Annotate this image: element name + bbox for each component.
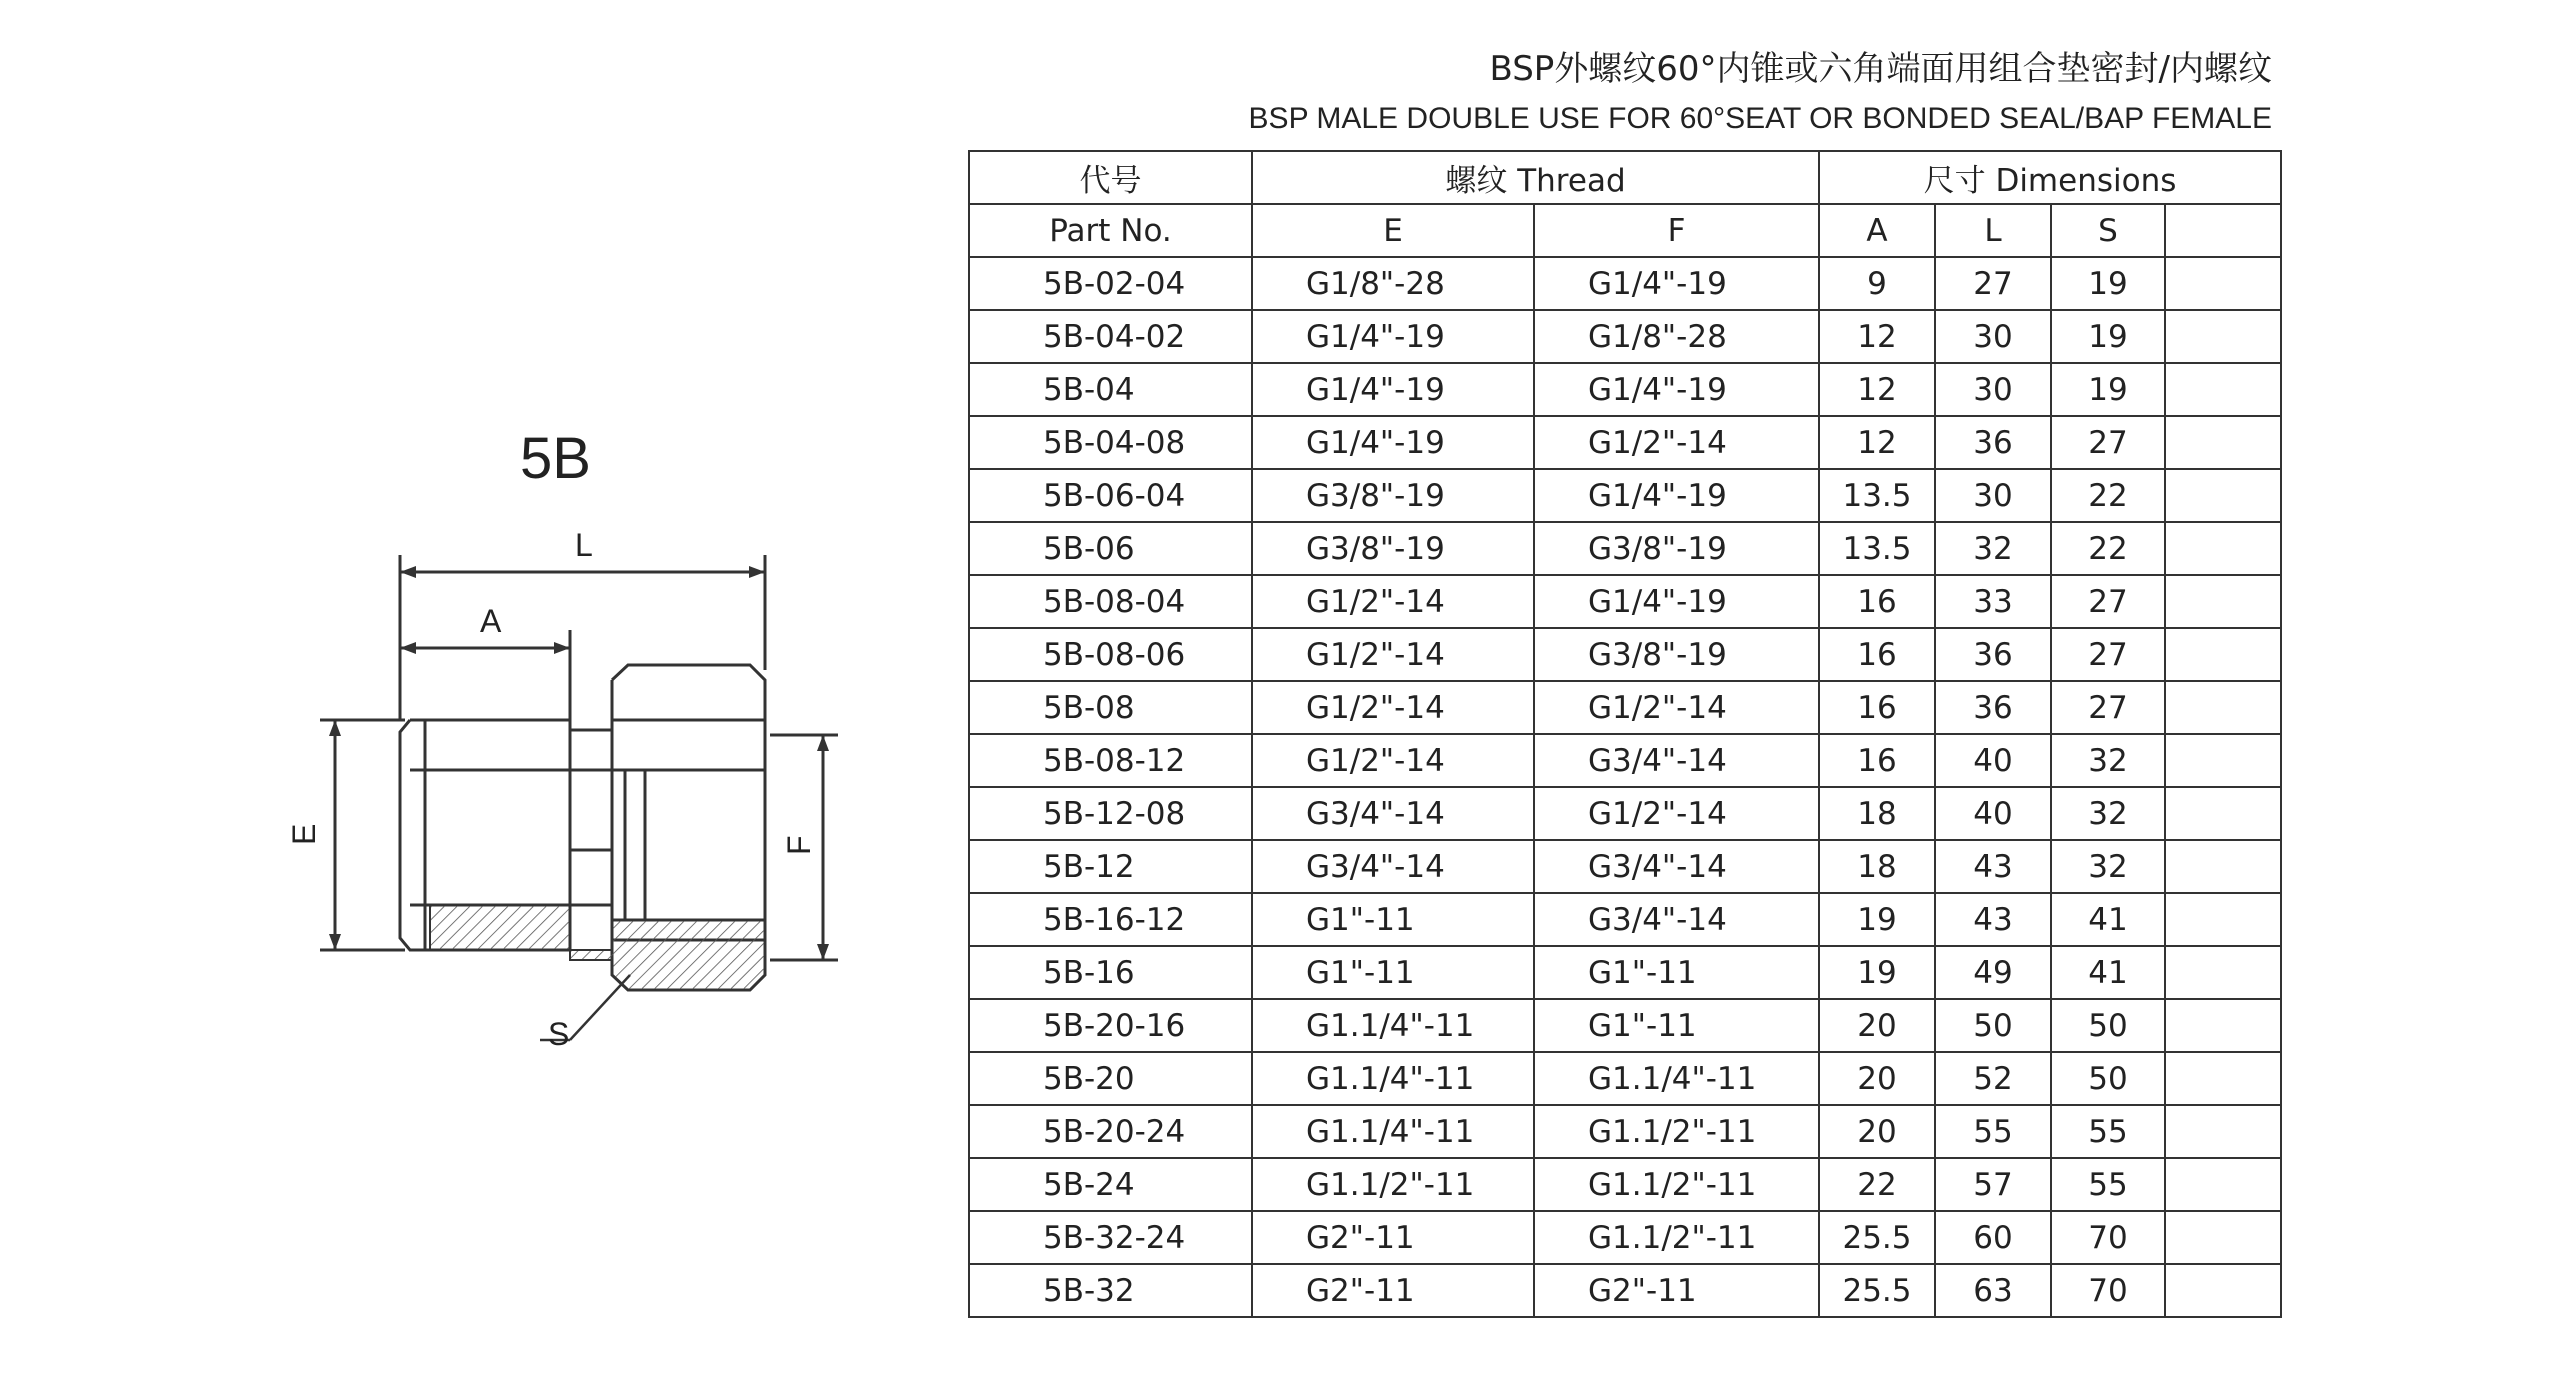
blank-cell: [2165, 1211, 2281, 1264]
blank-cell: [2165, 310, 2281, 363]
header-dimensions: 尺寸 Dimensions: [1819, 151, 2281, 204]
thread-e-cell: G1/2"-14: [1252, 628, 1534, 681]
dim-a-cell: 16: [1819, 734, 1935, 787]
table-row: [969, 734, 2281, 787]
dim-s-cell: 50: [2051, 1052, 2165, 1105]
table-row: [969, 1158, 2281, 1211]
blank-cell: [2165, 257, 2281, 310]
table-row: [969, 628, 2281, 681]
blank-cell: [2165, 1264, 2281, 1317]
table-row: [969, 257, 2281, 310]
dim-a-cell: 16: [1819, 681, 1935, 734]
thread-e-cell: G1"-11: [1252, 893, 1534, 946]
spec-table-body: [969, 257, 2281, 1317]
dim-a-cell: 13.5: [1819, 522, 1935, 575]
dim-s-cell: 70: [2051, 1211, 2165, 1264]
table-row: [969, 1052, 2281, 1105]
thread-f-cell: G3/4"-14: [1534, 734, 1819, 787]
dim-a-cell: 19: [1819, 946, 1935, 999]
dim-l-cell: 30: [1935, 363, 2051, 416]
part-no-cell: 5B-32: [969, 1264, 1252, 1317]
thread-f-cell: G3/4"-14: [1534, 840, 1819, 893]
thread-e-cell: G1/4"-19: [1252, 310, 1534, 363]
thread-f-cell: G1.1/4"-11: [1534, 1052, 1819, 1105]
thread-f-cell: G1/4"-19: [1534, 469, 1819, 522]
dim-a-cell: 25.5: [1819, 1211, 1935, 1264]
thread-e-cell: G1/4"-19: [1252, 416, 1534, 469]
thread-e-cell: G3/8"-19: [1252, 522, 1534, 575]
dim-l-cell: 49: [1935, 946, 2051, 999]
thread-f-cell: G1.1/2"-11: [1534, 1105, 1819, 1158]
dim-l-cell: 57: [1935, 1158, 2051, 1211]
thread-e-cell: G1/2"-14: [1252, 734, 1534, 787]
blank-cell: [2165, 469, 2281, 522]
dim-a-cell: 19: [1819, 893, 1935, 946]
part-no-cell: 5B-24: [969, 1158, 1252, 1211]
dim-s-cell: 19: [2051, 363, 2165, 416]
dim-s-cell: 70: [2051, 1264, 2165, 1317]
part-no-cell: 5B-32-24: [969, 1211, 1252, 1264]
dim-s-cell: 32: [2051, 840, 2165, 893]
dim-l-cell: 32: [1935, 522, 2051, 575]
part-no-cell: 5B-20: [969, 1052, 1252, 1105]
table-row: [969, 416, 2281, 469]
header-thread: 螺纹 Thread: [1252, 151, 1819, 204]
thread-e-cell: G1"-11: [1252, 946, 1534, 999]
part-no-cell: 5B-06: [969, 522, 1252, 575]
blank-cell: [2165, 363, 2281, 416]
table-row: [969, 840, 2281, 893]
model-label: 5B: [520, 426, 591, 491]
title-english: BSP MALE DOUBLE USE FOR 60°SEAT OR BONDED SEAL/BAP FEMALE: [1248, 102, 2272, 135]
blank-cell: [2165, 1105, 2281, 1158]
part-no-cell: 5B-20-24: [969, 1105, 1252, 1158]
table-row: [969, 575, 2281, 628]
header-col-S: S: [2051, 204, 2165, 257]
dim-a-cell: 9: [1819, 257, 1935, 310]
header-col-E: E: [1252, 204, 1534, 257]
table-row: [969, 363, 2281, 416]
blank-cell: [2165, 893, 2281, 946]
dim-a-cell: 20: [1819, 999, 1935, 1052]
dim-s-cell: 55: [2051, 1158, 2165, 1211]
thread-e-cell: G3/4"-14: [1252, 840, 1534, 893]
header-part-no-en: Part No.: [969, 204, 1252, 257]
dim-s-cell: 27: [2051, 681, 2165, 734]
dim-s-cell: 27: [2051, 628, 2165, 681]
table-row: [969, 893, 2281, 946]
thread-f-cell: G3/8"-19: [1534, 628, 1819, 681]
dim-s-cell: 22: [2051, 469, 2165, 522]
dim-l-cell: 36: [1935, 628, 2051, 681]
dim-s-cell: 32: [2051, 787, 2165, 840]
thread-f-cell: G3/8"-19: [1534, 522, 1819, 575]
blank-cell: [2165, 840, 2281, 893]
dim-a-cell: 18: [1819, 840, 1935, 893]
dim-label-A: A: [480, 603, 502, 639]
table-row: [969, 681, 2281, 734]
table-row: [969, 1264, 2281, 1317]
thread-e-cell: G1.1/2"-11: [1252, 1158, 1534, 1211]
dim-s-cell: 27: [2051, 575, 2165, 628]
thread-e-cell: G1/2"-14: [1252, 575, 1534, 628]
thread-f-cell: G1/2"-14: [1534, 681, 1819, 734]
dim-l-cell: 33: [1935, 575, 2051, 628]
blank-cell: [2165, 999, 2281, 1052]
table-row: [969, 310, 2281, 363]
thread-f-cell: G3/4"-14: [1534, 893, 1819, 946]
dim-a-cell: 20: [1819, 1052, 1935, 1105]
dim-l-cell: 63: [1935, 1264, 2051, 1317]
blank-cell: [2165, 734, 2281, 787]
part-no-cell: 5B-12: [969, 840, 1252, 893]
part-no-cell: 5B-20-16: [969, 999, 1252, 1052]
part-no-cell: 5B-06-04: [969, 469, 1252, 522]
thread-f-cell: G1"-11: [1534, 999, 1819, 1052]
dim-l-cell: 36: [1935, 416, 2051, 469]
part-no-cell: 5B-02-04: [969, 257, 1252, 310]
table-row: [969, 469, 2281, 522]
dim-s-cell: 27: [2051, 416, 2165, 469]
dim-s-cell: 19: [2051, 310, 2165, 363]
dim-s-cell: 22: [2051, 522, 2165, 575]
title-block: [1249, 44, 2272, 144]
dim-l-cell: 40: [1935, 787, 2051, 840]
dim-a-cell: 12: [1819, 363, 1935, 416]
dim-l-cell: 55: [1935, 1105, 2051, 1158]
part-no-cell: 5B-08-12: [969, 734, 1252, 787]
blank-cell: [2165, 416, 2281, 469]
dim-a-cell: 13.5: [1819, 469, 1935, 522]
thread-e-cell: G1.1/4"-11: [1252, 1105, 1534, 1158]
part-no-cell: 5B-08-06: [969, 628, 1252, 681]
dim-label-F: F: [781, 835, 817, 855]
header-col-L: L: [1935, 204, 2051, 257]
thread-f-cell: G1/2"-14: [1534, 416, 1819, 469]
thread-e-cell: G1/4"-19: [1252, 363, 1534, 416]
dim-l-cell: 50: [1935, 999, 2051, 1052]
dim-a-cell: 20: [1819, 1105, 1935, 1158]
dim-l-cell: 40: [1935, 734, 2051, 787]
dim-s-cell: 32: [2051, 734, 2165, 787]
table-row: [969, 787, 2281, 840]
title-chinese: BSP外螺纹60°内锥或六角端面用组合垫密封/内螺纹: [1489, 49, 2272, 89]
dim-l-cell: 43: [1935, 893, 2051, 946]
header-col-F: F: [1534, 204, 1819, 257]
blank-cell: [2165, 681, 2281, 734]
dim-a-cell: 16: [1819, 628, 1935, 681]
blank-cell: [2165, 1052, 2281, 1105]
part-no-cell: 5B-16: [969, 946, 1252, 999]
thread-f-cell: G1.1/2"-11: [1534, 1211, 1819, 1264]
part-no-cell: 5B-16-12: [969, 893, 1252, 946]
dim-s-cell: 41: [2051, 946, 2165, 999]
blank-cell: [2165, 946, 2281, 999]
header-col-blank: [2165, 204, 2281, 257]
part-no-cell: 5B-04: [969, 363, 1252, 416]
table-row: [969, 1211, 2281, 1264]
thread-e-cell: G3/4"-14: [1252, 787, 1534, 840]
part-no-cell: 5B-12-08: [969, 787, 1252, 840]
part-no-cell: 5B-04-08: [969, 416, 1252, 469]
table-row: [969, 999, 2281, 1052]
dim-a-cell: 25.5: [1819, 1264, 1935, 1317]
dim-label-E: E: [286, 823, 322, 845]
dim-s-cell: 41: [2051, 893, 2165, 946]
thread-e-cell: G2"-11: [1252, 1264, 1534, 1317]
dim-s-cell: 55: [2051, 1105, 2165, 1158]
part-no-cell: 5B-08: [969, 681, 1252, 734]
part-no-cell: 5B-08-04: [969, 575, 1252, 628]
thread-f-cell: G1/4"-19: [1534, 257, 1819, 310]
dim-l-cell: 30: [1935, 469, 2051, 522]
part-no-cell: 5B-04-02: [969, 310, 1252, 363]
dim-l-cell: 60: [1935, 1211, 2051, 1264]
blank-cell: [2165, 787, 2281, 840]
thread-e-cell: G3/8"-19: [1252, 469, 1534, 522]
blank-cell: [2165, 628, 2281, 681]
dim-a-cell: 12: [1819, 310, 1935, 363]
blank-cell: [2165, 522, 2281, 575]
dim-a-cell: 16: [1819, 575, 1935, 628]
table-row: [969, 946, 2281, 999]
dim-l-cell: 36: [1935, 681, 2051, 734]
thread-f-cell: G1"-11: [1534, 946, 1819, 999]
blank-cell: [2165, 575, 2281, 628]
thread-e-cell: G1.1/4"-11: [1252, 1052, 1534, 1105]
thread-e-cell: G2"-11: [1252, 1211, 1534, 1264]
table-row: [969, 1105, 2281, 1158]
thread-f-cell: G1/2"-14: [1534, 787, 1819, 840]
blank-cell: [2165, 1158, 2281, 1211]
dim-l-cell: 30: [1935, 310, 2051, 363]
thread-f-cell: G1/4"-19: [1534, 363, 1819, 416]
dim-a-cell: 22: [1819, 1158, 1935, 1211]
thread-e-cell: G1/8"-28: [1252, 257, 1534, 310]
dim-a-cell: 12: [1819, 416, 1935, 469]
thread-f-cell: G1/8"-28: [1534, 310, 1819, 363]
dim-label-L: L: [575, 527, 593, 563]
dim-l-cell: 27: [1935, 257, 2051, 310]
dim-a-cell: 18: [1819, 787, 1935, 840]
dim-l-cell: 52: [1935, 1052, 2051, 1105]
dim-s-cell: 19: [2051, 257, 2165, 310]
header-part-no-cn: 代号: [969, 151, 1252, 204]
thread-e-cell: G1.1/4"-11: [1252, 999, 1534, 1052]
thread-e-cell: G1/2"-14: [1252, 681, 1534, 734]
dim-label-S: S: [548, 1016, 570, 1052]
fitting-drawing: [270, 520, 870, 1080]
thread-f-cell: G1/4"-19: [1534, 575, 1819, 628]
dim-s-cell: 50: [2051, 999, 2165, 1052]
table-row: [969, 522, 2281, 575]
thread-f-cell: G2"-11: [1534, 1264, 1819, 1317]
header-col-A: A: [1819, 204, 1935, 257]
spec-table: [968, 150, 2282, 1318]
thread-f-cell: G1.1/2"-11: [1534, 1158, 1819, 1211]
dim-l-cell: 43: [1935, 840, 2051, 893]
